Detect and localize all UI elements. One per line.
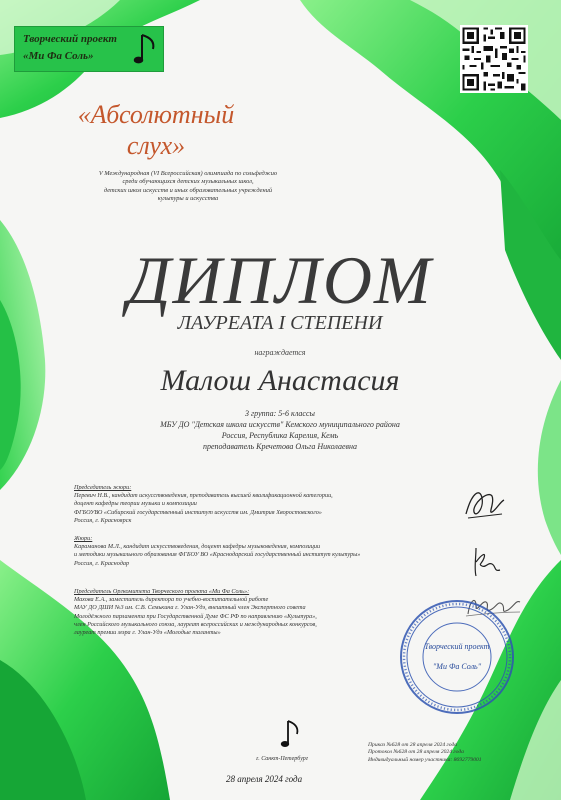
recipient-teacher: преподаватель Кречетова Ольга Николаевна bbox=[202, 442, 357, 451]
project-logo bbox=[14, 26, 164, 72]
music-note-icon bbox=[133, 31, 159, 69]
olympiad-description bbox=[38, 170, 338, 204]
jury-line: Караманова М.Л., кандидат искусствоведения, доцент кафедры музыковедения, композиции bbox=[74, 543, 321, 551]
jury-member-signature bbox=[470, 544, 504, 580]
olympiad-line: культуры и искусства bbox=[157, 195, 219, 203]
protocol-line: Индивидуальный номер участника: 8692779001 bbox=[368, 756, 482, 763]
recipient-group: 3 группа: 5-6 классы bbox=[245, 409, 315, 418]
recipient-location: Россия, Республика Карелия, Кемь bbox=[221, 431, 339, 440]
jury-line: член Российского музыкального союза, лауреат всероссийских и международных конкурсов, bbox=[74, 620, 317, 628]
seal-line-2: "Ми Фа Соль" bbox=[432, 662, 482, 671]
recipient-name: Малош Анастасия bbox=[160, 364, 400, 397]
jury-chair-heading: Председатель жюри: bbox=[74, 484, 132, 491]
jury-line: Россия, г. Краснодар bbox=[74, 559, 130, 567]
protocol-line: Приказ №628 от 28 апреля 2024 года bbox=[368, 742, 458, 748]
jury-line: МАУ ДО ДШИ №3 им. С.В. Семькина г. Улан-Удэ, внештный член Экспертного совета bbox=[74, 604, 306, 612]
seal-line-1: Творческий проект bbox=[424, 642, 490, 651]
protocol-line: Протокол №628 от 28 апреля 2024 года bbox=[368, 749, 464, 756]
recipient-school: МБУ ДО "Детская школа искусств" Кемского муниципального района bbox=[160, 420, 400, 429]
project-seal-stamp bbox=[398, 598, 516, 716]
jury-line: лауреат премии мэра г. Улан-Удэ «Молодые таланты» bbox=[74, 629, 221, 637]
jury-heading: Жюри: bbox=[74, 535, 93, 542]
jury-line: Молодёжного парламента при Государственной Думе ФС РФ по направлению «Культура», bbox=[74, 612, 317, 620]
olympiad-line: детских школ искусств и иных образовательных учреждений bbox=[103, 186, 273, 194]
jury-line: доцент кафедры теории музыки и композиции bbox=[74, 500, 197, 508]
jury-line: Россия, г. Красноярск bbox=[74, 516, 132, 524]
jury-line: Махова Е.А., заместитель директора по учебно-воспитательной работе bbox=[74, 596, 269, 604]
olympiad-line: среди обучающихся детских музыкальных школ, bbox=[122, 178, 254, 186]
diploma-degree: ЛАУРЕАТА I СТЕПЕНИ bbox=[177, 312, 383, 334]
city-label: г. Санкт-Петербург bbox=[256, 756, 309, 762]
committee-chair-heading: Председатель Оргкомитета Творческого проекта «Ми Фа Соль»: bbox=[74, 588, 250, 595]
olympiad-title-line-2: слух» bbox=[126, 131, 186, 160]
recipient-info bbox=[80, 408, 480, 452]
jury-line: ФГБОУВО «Сибирский государственный институт искусств им. Дмитрия Хворостовского» bbox=[74, 508, 322, 516]
logo-line-1: Творческий проект bbox=[23, 33, 117, 45]
protocol-info bbox=[368, 742, 482, 764]
olympiad-title-line-1: «Абсолютный bbox=[77, 100, 235, 129]
jury-line: и методики музыкального образования ФГБОУ ВО «Краснодарский государственный институт культуры» bbox=[74, 551, 361, 559]
music-note-icon bbox=[280, 718, 302, 752]
logo-line-2: «Ми Фа Соль» bbox=[23, 50, 94, 62]
jury-line: Перевич Н.В., кандидат искусствоведения, преподаватель высшей квалификационной категории, bbox=[74, 492, 333, 500]
issue-date: 28 апреля 2024 года bbox=[226, 774, 303, 784]
awarded-label: награждается bbox=[254, 348, 306, 357]
jury-chair-block bbox=[74, 484, 474, 525]
jury-member-block bbox=[74, 535, 474, 568]
qr-code-icon bbox=[460, 25, 528, 93]
olympiad-line: V Международная (VI Всероссийская) олимпиада по сольфеджио bbox=[98, 170, 278, 177]
diploma-title: ДИПЛОМ bbox=[127, 242, 433, 318]
jury-chair-signature bbox=[462, 484, 508, 524]
